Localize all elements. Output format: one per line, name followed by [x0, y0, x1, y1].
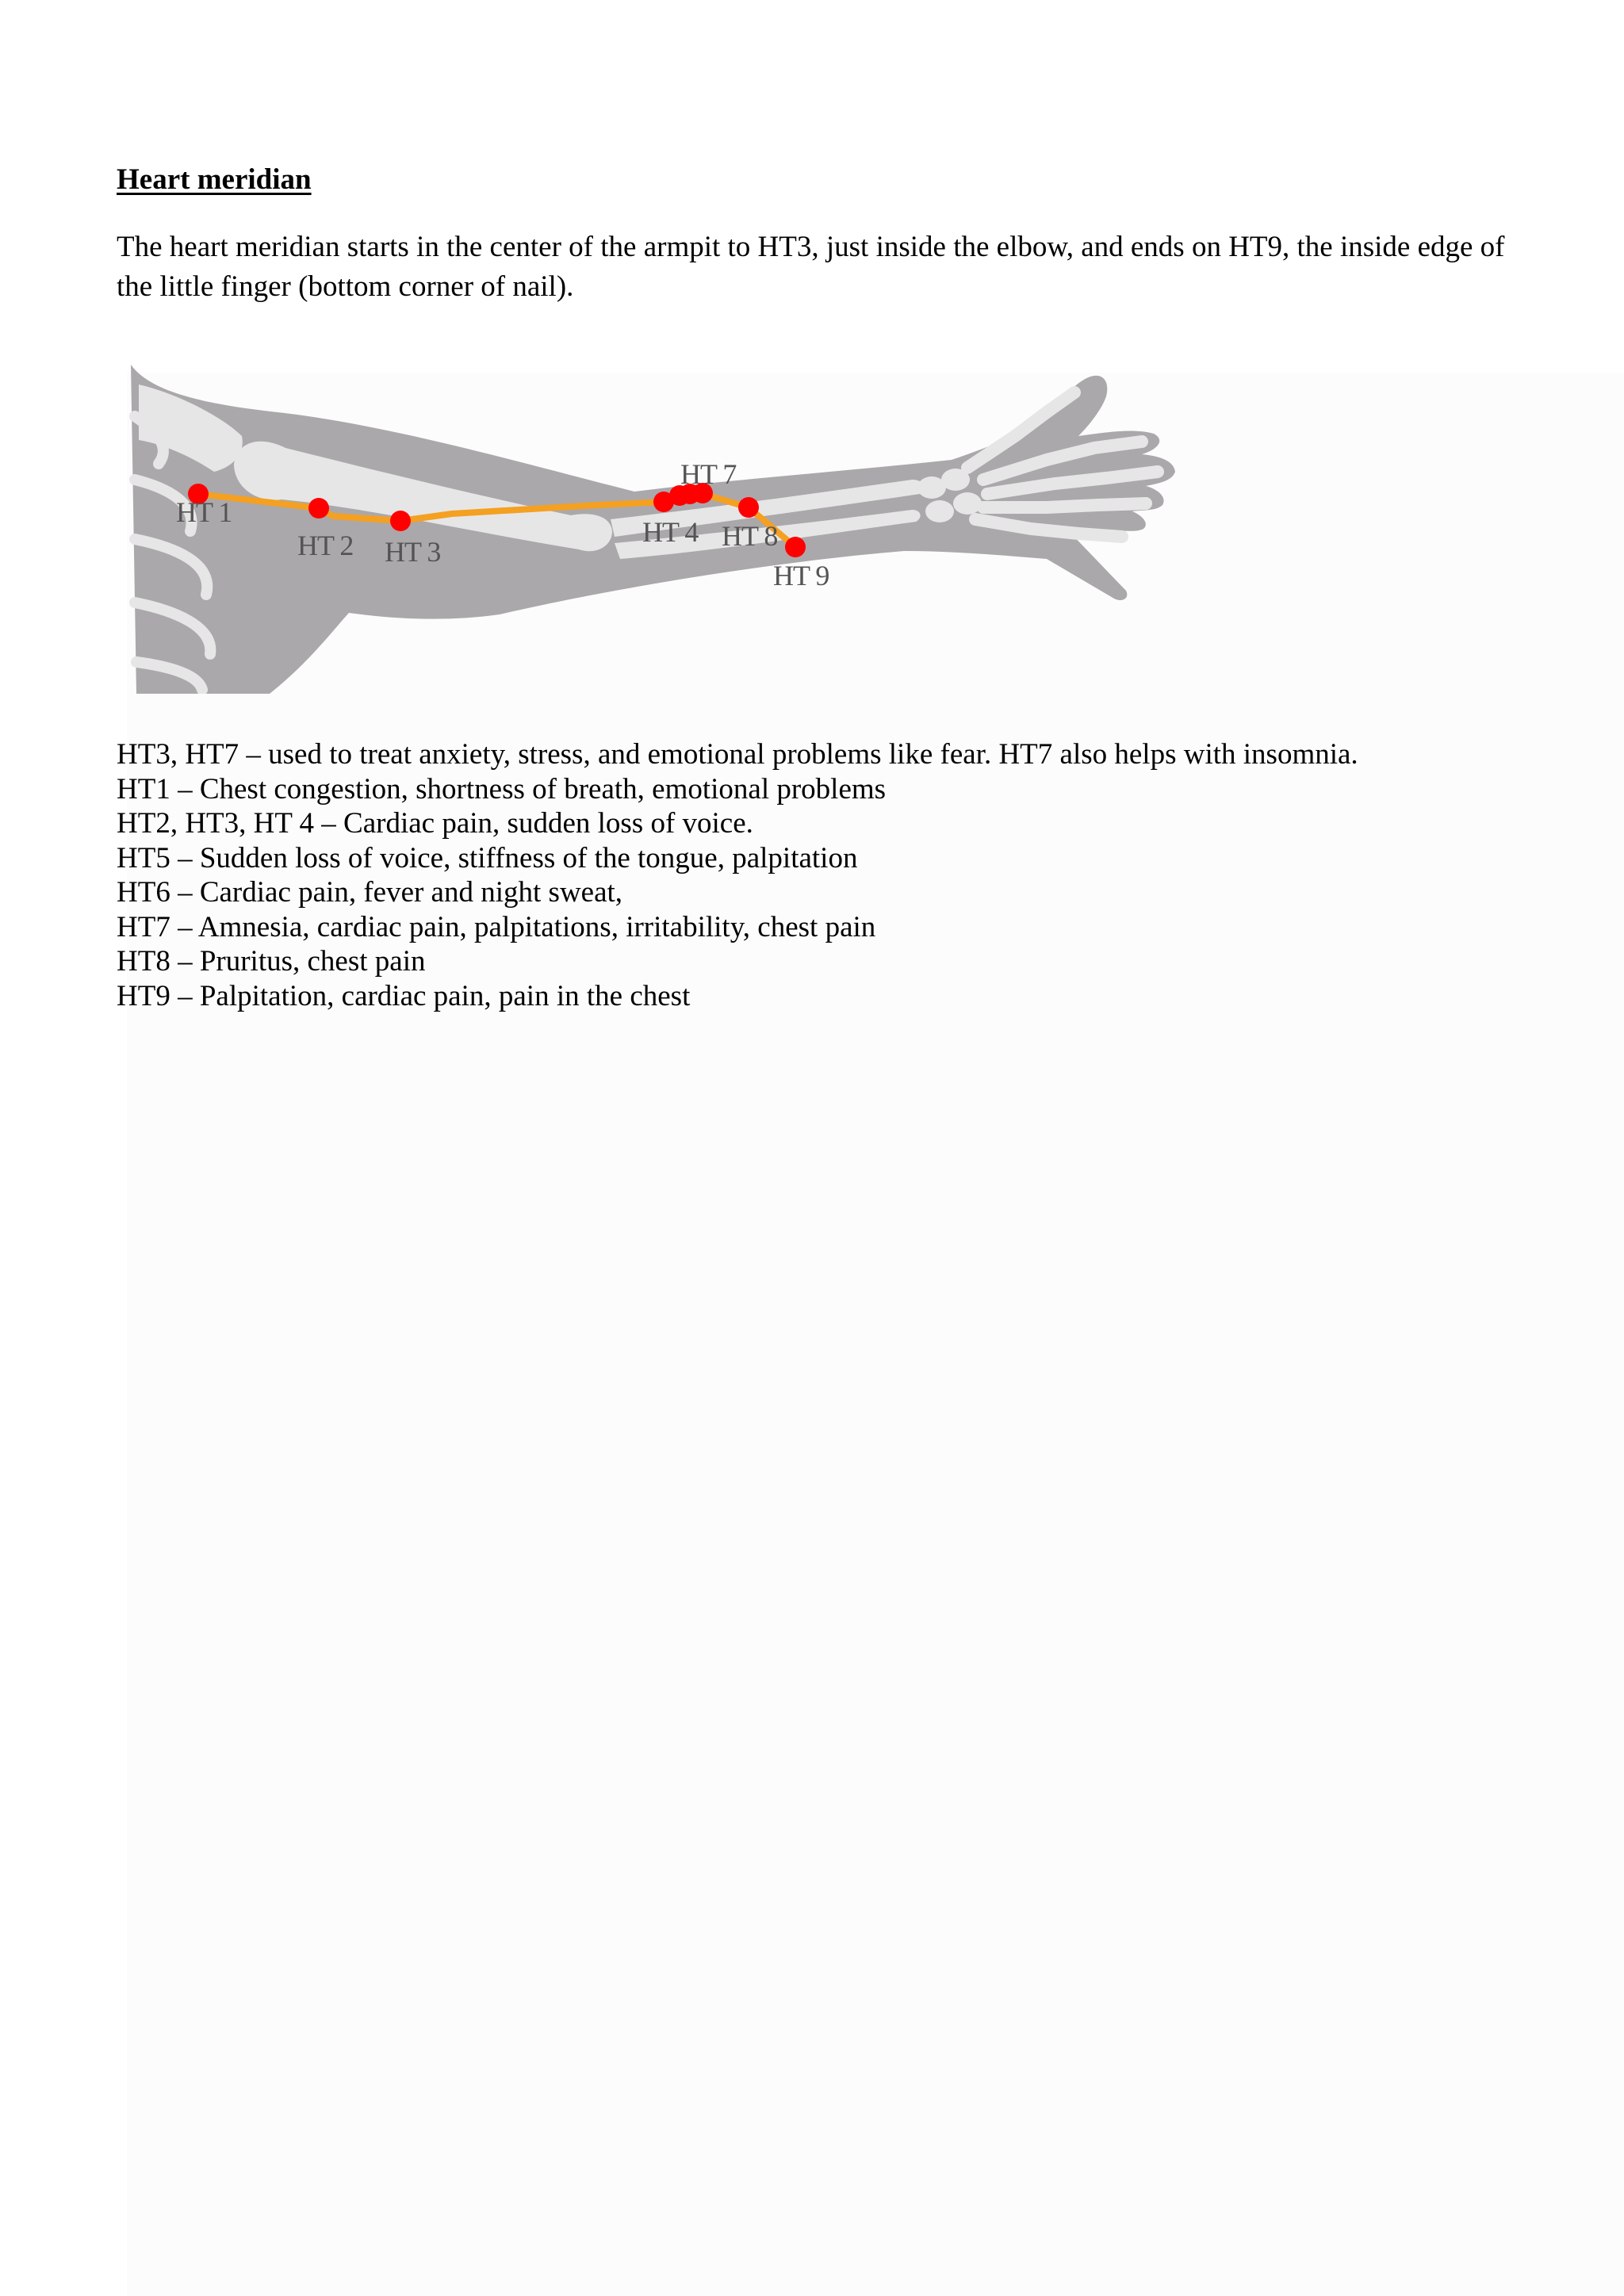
list-item: HT1 – Chest congestion, shortness of breath, emotional problems	[117, 772, 887, 806]
acupoint-ht9	[785, 537, 806, 557]
list-item: HT6 – Cardiac pain, fever and night sweat,	[117, 876, 623, 909]
label-ht9: HT 9	[773, 560, 829, 591]
label-ht8: HT 8	[722, 520, 778, 552]
acupoint-uses-list	[117, 737, 1560, 1013]
list-item: HT7 – Amnesia, cardiac pain, palpitations, irritability, chest pain	[117, 910, 876, 943]
list-item: HT5 – Sudden loss of voice, stiffness of the tongue, palpitation	[117, 841, 858, 874]
list-item: HT9 – Palpitation, cardiac pain, pain in the chest	[117, 979, 691, 1012]
list-item: HT2, HT3, HT 4 – Cardiac pain, sudden loss of voice.	[117, 807, 753, 840]
page-title: Heart meridian	[117, 163, 312, 196]
acupoint-ht8	[738, 497, 759, 518]
label-ht4: HT 4	[642, 516, 699, 548]
acupoint-ht3	[390, 511, 411, 531]
heart-meridian-illustration	[127, 361, 1197, 694]
intro-paragraph: The heart meridian starts in the center of the armpit to HT3, just inside the elbow, and ends on HT9, the inside edge of the little finger (bottom corner of nail).	[117, 231, 1505, 303]
list-item: HT8 – Pruritus, chest pain	[117, 945, 426, 978]
list-item: HT3, HT7 – used to treat anxiety, stress, and emotional problems like fear. HT7 also helps with insomnia.	[117, 738, 1358, 771]
label-ht1: HT 1	[176, 496, 232, 528]
arm-skeleton-diagram	[127, 361, 1197, 694]
label-ht7: HT 7	[680, 458, 737, 490]
label-ht3: HT 3	[385, 536, 441, 568]
label-ht2: HT 2	[297, 530, 354, 561]
acupoint-ht2	[308, 498, 329, 519]
